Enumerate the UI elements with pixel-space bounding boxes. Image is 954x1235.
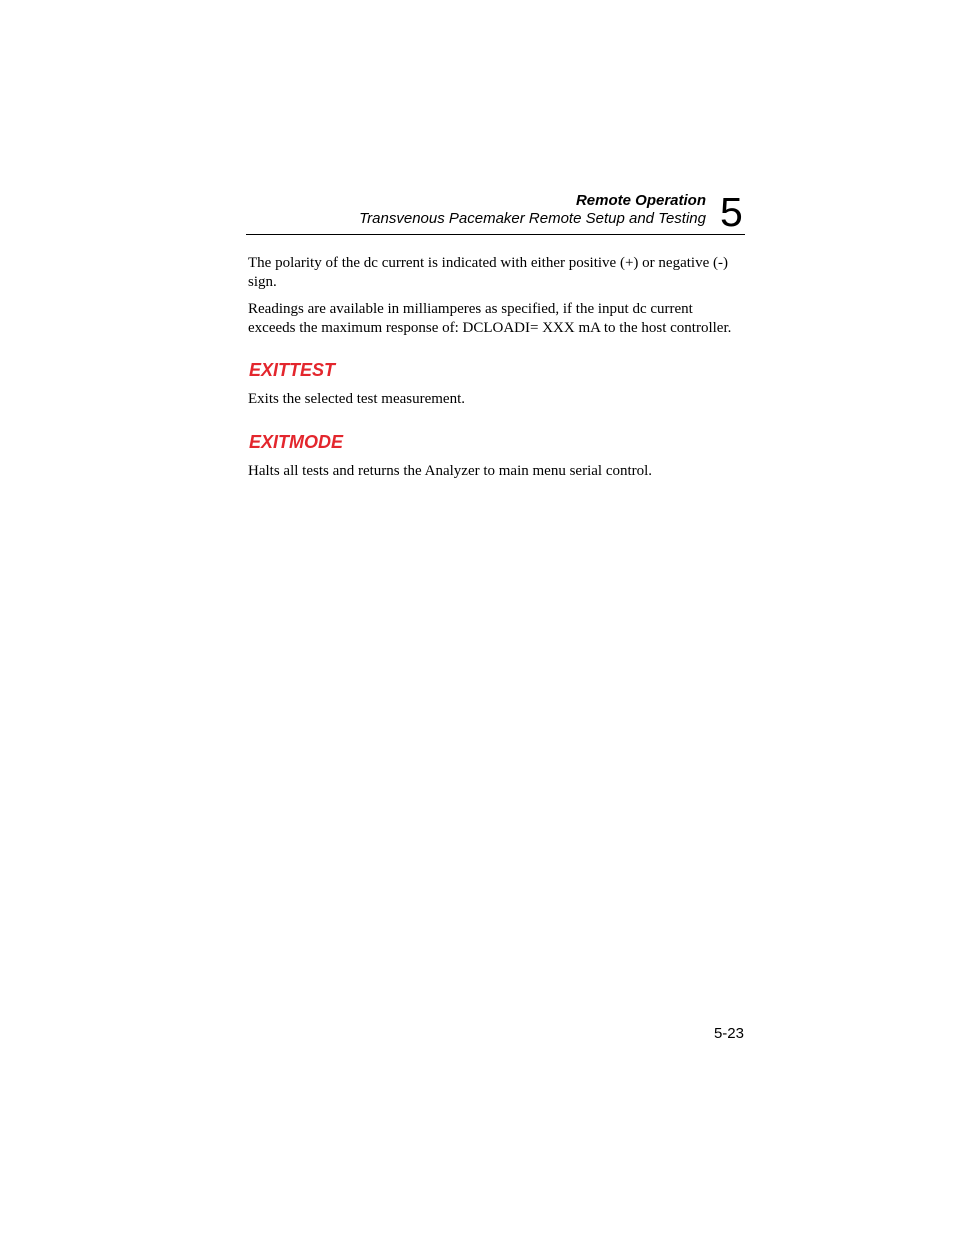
paragraph-polarity: The polarity of the dc current is indicated with either positive (+) or negative (-) sign. xyxy=(248,255,728,290)
header-chapter-title: Remote Operation xyxy=(575,192,706,209)
page-content xyxy=(248,254,738,490)
paragraph-readings: Readings are available in milliamperes as specified, if the input dc current exceeds the maximum response of: DCLOADI= XXX mA to the host controller. xyxy=(248,301,732,336)
header-section-title: Transvenous Pacemaker Remote Setup and Testing xyxy=(359,210,706,227)
section-text-exittest: Exits the selected test measurement. xyxy=(248,391,466,408)
chapter-number: 5 xyxy=(720,189,743,235)
page-number: 5-23 xyxy=(713,1025,744,1042)
section-heading-exittest: EXITTEST xyxy=(249,360,336,381)
header-divider xyxy=(246,234,745,235)
section-text-exitmode: Halts all tests and returns the Analyzer to main menu serial control. xyxy=(248,462,653,479)
section-heading-exitmode: EXITMODE xyxy=(249,431,344,452)
